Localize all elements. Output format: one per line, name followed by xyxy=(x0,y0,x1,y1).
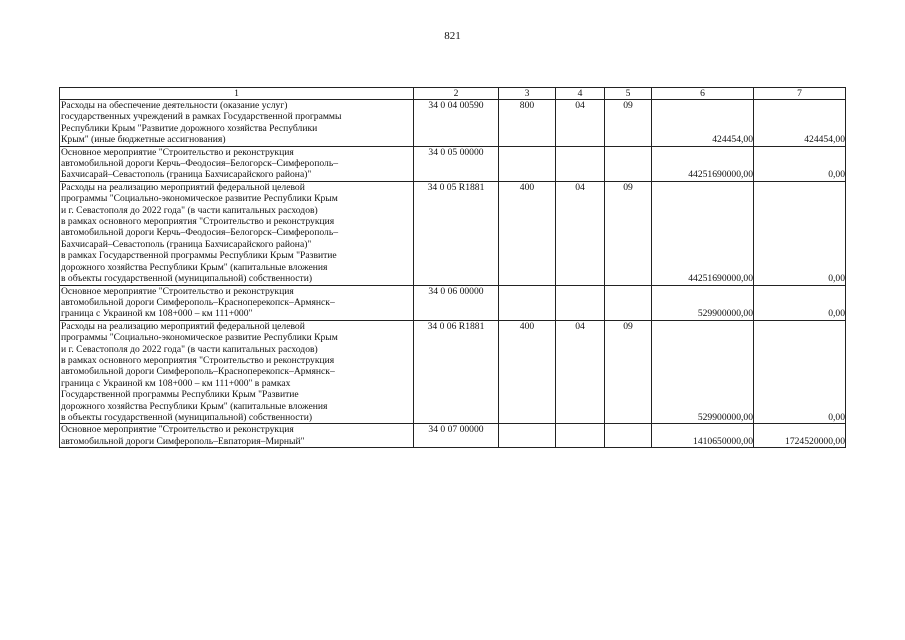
description-cell: Основное мероприятие "Строительство и реконструкция автомобильной дороги Симферополь–Красноперекопск–Армянск– граница с Украиной км 108+000 – км 111+000" xyxy=(60,285,414,320)
table-row xyxy=(60,424,846,448)
description-cell: Расходы на реализацию мероприятий федеральной целевой программы "Социально-экономическое развитие Республики Крым и г. Севастополя до 2022 года" (в части капитальных расходов) в рамках основного мероприятия "Строительство и реконструкция автомобильной дороги Симферополь–Красноперекопск–Армянск– граница с Украиной км 108+000 – км 111+000" в рамках Государственной программы Республики Крым "Развитие дорожного хозяйства Республики Крым" (капитальные вложения в объекты государственной (муниципальной) собственности) xyxy=(60,320,414,424)
budget-code-cell: 34 0 07 00000 xyxy=(414,424,499,448)
header-cell: 3 xyxy=(499,88,556,100)
header-row xyxy=(60,88,846,100)
subsection-cell xyxy=(605,146,652,181)
amount-cell-6: 1410650000,00 xyxy=(652,424,754,448)
amount-cell-7: 1724520000,00 xyxy=(754,424,846,448)
section-cell xyxy=(556,424,605,448)
table-row xyxy=(60,146,846,181)
amount-cell-7: 0,00 xyxy=(754,320,846,424)
header-cell: 5 xyxy=(605,88,652,100)
section-cell: 04 xyxy=(556,181,605,285)
budget-code-cell: 34 0 04 00590 xyxy=(414,100,499,147)
expense-type-cell xyxy=(499,285,556,320)
budget-code-cell: 34 0 05 00000 xyxy=(414,146,499,181)
table-row xyxy=(60,320,846,424)
expense-type-cell xyxy=(499,424,556,448)
expense-type-cell: 400 xyxy=(499,320,556,424)
section-cell: 04 xyxy=(556,100,605,147)
amount-cell-6: 44251690000,00 xyxy=(652,181,754,285)
amount-cell-6: 424454,00 xyxy=(652,100,754,147)
description-cell: Расходы на обеспечение деятельности (оказание услуг) государственных учреждений в рамках Государственной программы Республики Крым "Развитие дорожного хозяйства Республики Крым" (иные бюджетные ассигнования) xyxy=(60,100,414,147)
section-cell xyxy=(556,146,605,181)
amount-cell-7: 424454,00 xyxy=(754,100,846,147)
table-row xyxy=(60,100,846,147)
amount-cell-6: 529900000,00 xyxy=(652,320,754,424)
budget-code-cell: 34 0 05 R1881 xyxy=(414,181,499,285)
description-cell: Основное мероприятие "Строительство и реконструкция автомобильной дороги Керчь–Феодосия–Белогорск–Симферополь– Бахчисарай–Севастополь (граница Бахчисарайского района)" xyxy=(60,146,414,181)
subsection-cell xyxy=(605,424,652,448)
expense-type-cell xyxy=(499,146,556,181)
amount-cell-7: 0,00 xyxy=(754,285,846,320)
expense-type-cell: 800 xyxy=(499,100,556,147)
header-cell: 2 xyxy=(414,88,499,100)
description-cell: Основное мероприятие "Строительство и реконструкция автомобильной дороги Симферополь–Евпатория–Мирный" xyxy=(60,424,414,448)
header-cell: 6 xyxy=(652,88,754,100)
table-row xyxy=(60,285,846,320)
subsection-cell: 09 xyxy=(605,181,652,285)
budget-table xyxy=(59,87,846,448)
subsection-cell: 09 xyxy=(605,100,652,147)
subsection-cell xyxy=(605,285,652,320)
amount-cell-7: 0,00 xyxy=(754,181,846,285)
description-cell: Расходы на реализацию мероприятий федеральной целевой программы "Социально-экономическое развитие Республики Крым и г. Севастополя до 2022 года" (в части капитальных расходов) в рамках основного мероприятия "Строительство и реконструкция автомобильной дороги Керчь–Феодосия–Белогорск–Симферополь– Бахчисарай–Севастополь (граница Бахчисарайского района)" в рамках Государственной программы Республики Крым "Развитие дорожного хозяйства Республики Крым" (капитальные вложения в объекты государственной (муниципальной) собственности) xyxy=(60,181,414,285)
amount-cell-6: 44251690000,00 xyxy=(652,146,754,181)
header-cell: 7 xyxy=(754,88,846,100)
section-cell xyxy=(556,285,605,320)
header-cell: 1 xyxy=(60,88,414,100)
budget-code-cell: 34 0 06 R1881 xyxy=(414,320,499,424)
amount-cell-7: 0,00 xyxy=(754,146,846,181)
expense-type-cell: 400 xyxy=(499,181,556,285)
header-cell: 4 xyxy=(556,88,605,100)
subsection-cell: 09 xyxy=(605,320,652,424)
section-cell: 04 xyxy=(556,320,605,424)
budget-code-cell: 34 0 06 00000 xyxy=(414,285,499,320)
page-number: 821 xyxy=(444,30,461,42)
table-row xyxy=(60,181,846,285)
amount-cell-6: 529900000,00 xyxy=(652,285,754,320)
